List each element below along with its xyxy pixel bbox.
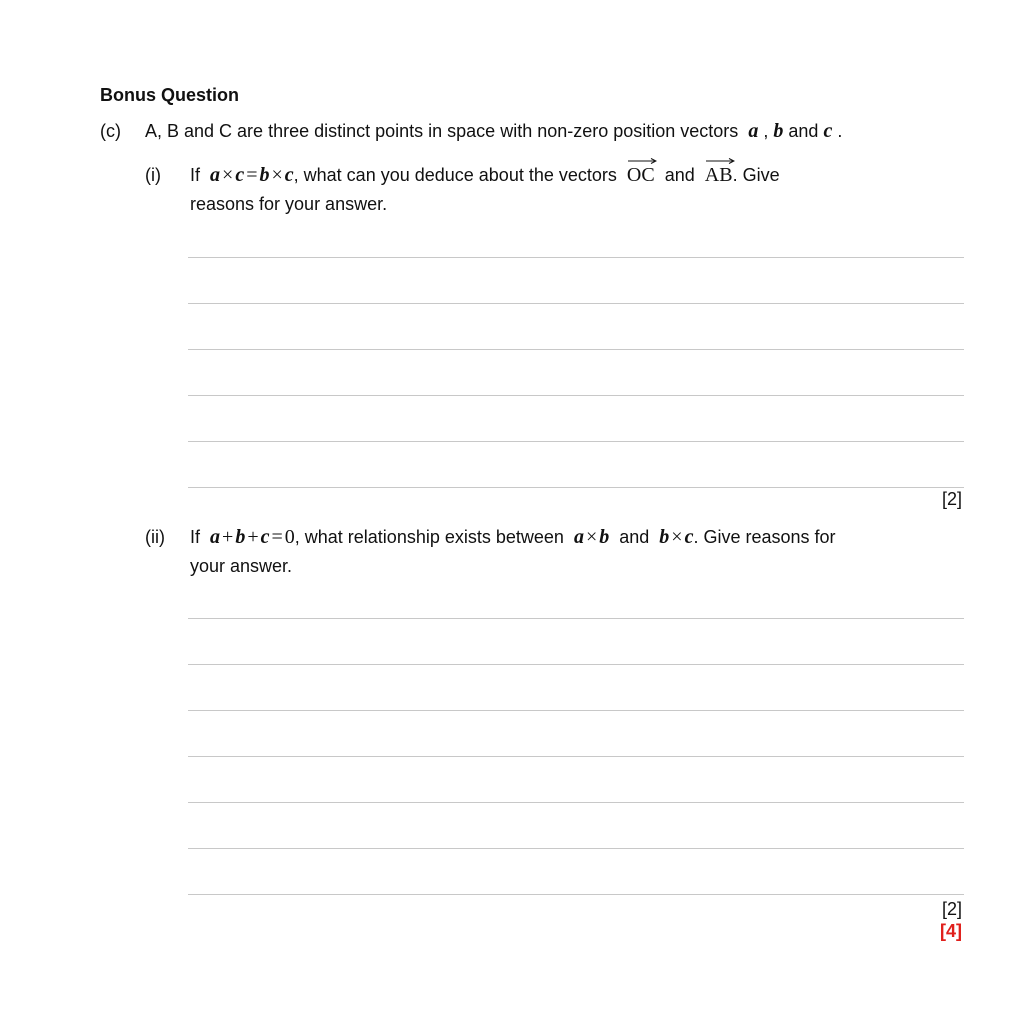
part-i-second-line: reasons for your answer. xyxy=(190,194,388,214)
answer-line[interactable] xyxy=(188,303,964,304)
vector-c: c xyxy=(823,120,833,142)
part-ii-mid-text: , what relationship exists between xyxy=(294,527,564,547)
total-marks: [4] xyxy=(940,921,962,941)
part-c-stem xyxy=(145,120,842,142)
answer-line[interactable] xyxy=(188,848,964,849)
answer-line[interactable] xyxy=(188,441,964,442)
part-i-question xyxy=(190,164,780,186)
answer-line[interactable] xyxy=(188,894,964,895)
part-i-marks: [2] xyxy=(941,489,962,509)
part-ii-question xyxy=(190,526,836,548)
part-i-tail: . Give xyxy=(732,165,780,185)
and-word: and xyxy=(619,527,650,547)
answer-line[interactable] xyxy=(188,257,964,258)
answer-line[interactable] xyxy=(188,756,964,757)
answer-line[interactable] xyxy=(188,349,964,350)
and-word: and xyxy=(788,121,819,141)
if-word: If xyxy=(190,165,201,185)
answer-line[interactable] xyxy=(188,487,964,488)
part-i-label: (i) xyxy=(145,165,161,185)
part-ii-marks: [2] xyxy=(941,899,962,919)
answer-line[interactable] xyxy=(188,618,964,619)
comma: , xyxy=(763,121,769,141)
end-dot: . xyxy=(837,121,843,141)
answer-line[interactable] xyxy=(188,802,964,803)
part-c-label: (c) xyxy=(100,121,121,141)
if-word: If xyxy=(190,527,201,547)
answer-line[interactable] xyxy=(188,395,964,396)
expr-a-cross-b: a × b xyxy=(573,526,610,548)
answer-line[interactable] xyxy=(188,664,964,665)
vector-b: b xyxy=(773,120,784,142)
vector-arrow-icon xyxy=(627,157,657,165)
equation-axc-eq-bxc: a × c = b × c xyxy=(210,164,294,186)
vector-a: a xyxy=(748,120,759,142)
part-ii-second-line: your answer. xyxy=(190,556,293,576)
vector-oc: OC xyxy=(627,164,655,186)
expr-b-cross-c: b × c xyxy=(659,526,694,548)
vector-arrow-icon xyxy=(705,157,735,165)
answer-line[interactable] xyxy=(188,710,964,711)
equation-sum-zero: a + b + c = 0 xyxy=(210,526,295,548)
part-c-stem-text: A, B and C are three distinct points in space with non-zero position vectors xyxy=(145,121,739,141)
part-i-mid-text: , what can you deduce about the vectors xyxy=(293,165,617,185)
part-ii-tail: . Give reasons for xyxy=(693,527,836,547)
vector-ab: AB xyxy=(705,164,733,186)
section-title: Bonus Question xyxy=(100,85,239,105)
part-ii-label: (ii) xyxy=(145,527,165,547)
and-word: and xyxy=(664,165,695,185)
